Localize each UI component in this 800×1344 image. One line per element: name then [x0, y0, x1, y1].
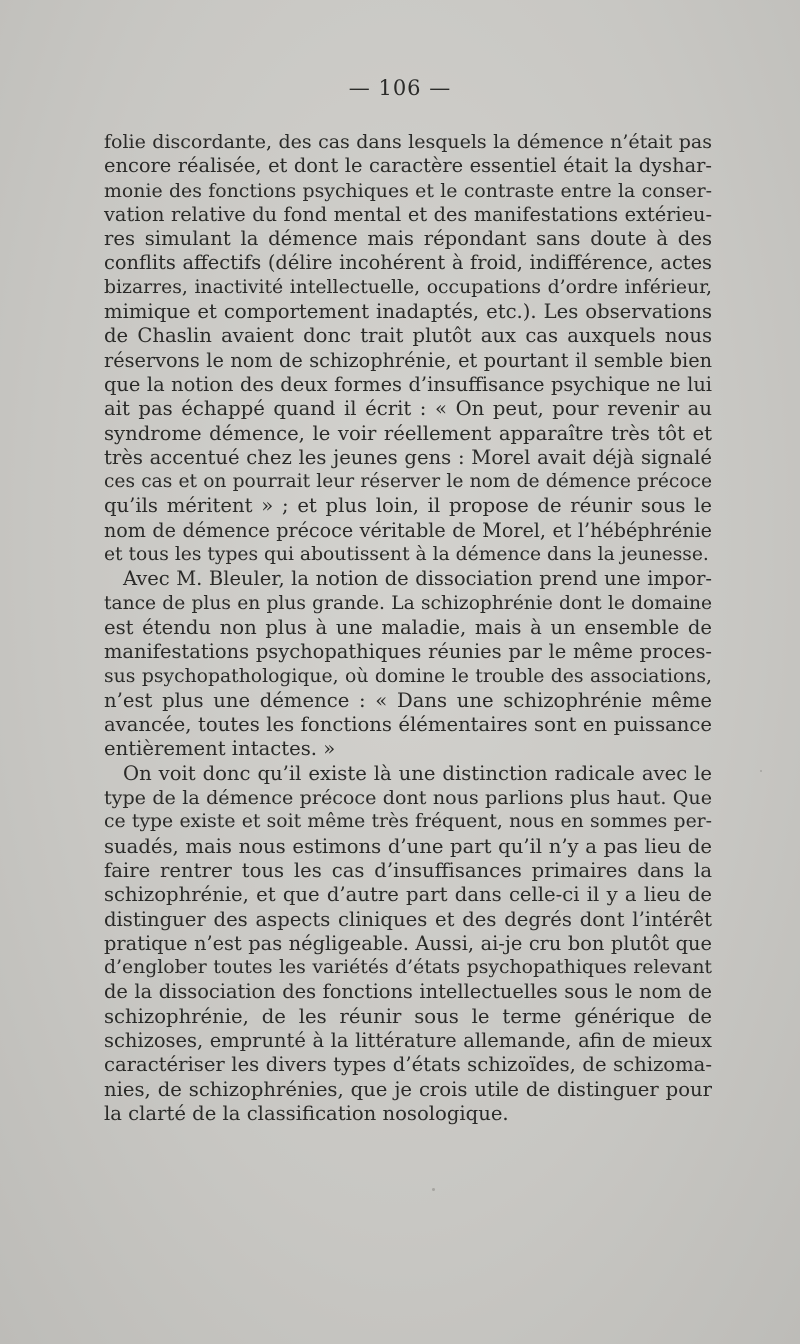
text-line: est étendu non plus à une maladie, mais à un ensemble de — [104, 615, 712, 639]
text-line: pratique n’est pas négligeable. Aussi, ai-je cru bon plutôt que — [104, 931, 712, 955]
text-line: et tous les types qui aboutissent à la démence dans la jeunesse. — [104, 544, 709, 566]
text-line: bizarres, inactivité intellectuelle, occupations d’ordre inférieur, — [104, 276, 712, 298]
text-line: syndrome démence, le voir réellement apparaître très tôt et — [104, 421, 712, 445]
text-line: sus psychopathologique, où domine le trouble des associations, — [104, 665, 712, 687]
text-line: schizophrénie, de les réunir sous le terme générique de — [104, 1004, 712, 1028]
text-line: On voit donc qu’il existe là une distinction radicale avec le — [123, 761, 712, 785]
text-line: tance de plus en plus grande. La schizophrénie dont le domaine — [104, 592, 712, 614]
text-line: ce type existe et soit même très fréquent, nous en sommes per- — [104, 811, 712, 833]
text-line: type de la démence précoce dont nous parlions plus haut. Que — [104, 786, 712, 810]
text-line: que la notion des deux formes d’insuffisance psychique ne lui — [104, 372, 712, 396]
text-line: ces cas et on pourrait leur réserver le nom de démence précoce — [104, 471, 712, 493]
text-line: qu’ils méritent » ; et plus loin, il propose de réunir sous le — [104, 494, 712, 518]
text-line: de la dissociation des fonctions intellectuelles sous le nom de — [104, 980, 712, 1004]
text-line: monie des fonctions psychiques et le contraste entre la conser- — [104, 179, 712, 202]
body-text — [104, 130, 712, 1126]
text-line: distinguer des aspects cliniques et des degrés dont l’intérêt — [104, 907, 712, 931]
text-line: vation relative du fond mental et des manifestations extérieu- — [104, 202, 712, 226]
text-line: réservons le nom de schizophrénie, et pourtant il semble bien — [104, 348, 712, 372]
text-line: suadés, mais nous estimons d’une part qu’il n’y a pas lieu de — [104, 834, 712, 858]
text-line: mimique et comportement inadaptés, etc.). Les observations — [104, 300, 712, 324]
text-line: nies, de schizophrénies, que je crois utile de distinguer pour — [104, 1077, 712, 1101]
text-line: manifestations psychopathiques réunies par le même proces- — [104, 640, 712, 664]
page-number: — 106 — — [348, 76, 452, 100]
paper-speck — [432, 1188, 435, 1191]
text-line: d’englober toutes les variétés d’états psychopathiques relevant — [104, 957, 712, 979]
text-line: res simulant la démence mais répondant sans doute à des — [104, 227, 712, 251]
text-line: caractériser les divers types d’états schizoïdes, de schizoma- — [104, 1053, 712, 1077]
text-line: avancée, toutes les fonctions élémentaires sont en puissance — [104, 713, 712, 737]
text-line: folie discordante, des cas dans lesquels la démence n’était pas — [104, 131, 712, 153]
text-line: schizophrénie, et que d’autre part dans celle-ci il y a lieu de — [104, 883, 712, 907]
text-line: schizoses, emprunté à la littérature allemande, afin de mieux — [104, 1028, 712, 1052]
text-line: très accentué chez les jeunes gens : Morel avait déjà signalé — [104, 445, 712, 469]
text-line: nom de démence précoce véritable de Morel, et l’hébéphrénie — [104, 518, 712, 542]
text-line: Avec M. Bleuler, la notion de dissociation prend une impor- — [123, 567, 712, 591]
text-line: faire rentrer tous les cas d’insuffisances primaires dans la — [104, 858, 712, 882]
text-line: encore réalisée, et dont le caractère essentiel était la dyshar- — [104, 154, 712, 178]
text-line: la clarté de la classification nosologique. — [104, 1101, 509, 1125]
text-line: conflits affectifs (délire incohérent à froid, indifférence, actes — [104, 251, 712, 275]
text-line: entièrement intactes. » — [104, 737, 336, 761]
text-line: de Chaslin avaient donc trait plutôt aux cas auxquels nous — [104, 324, 712, 348]
text-line: ait pas échappé quand il écrit : « On peut, pour revenir au — [104, 397, 712, 421]
paper-speck — [760, 770, 762, 772]
text-line: n’est plus une démence : « Dans une schizophrénie même — [104, 688, 712, 712]
